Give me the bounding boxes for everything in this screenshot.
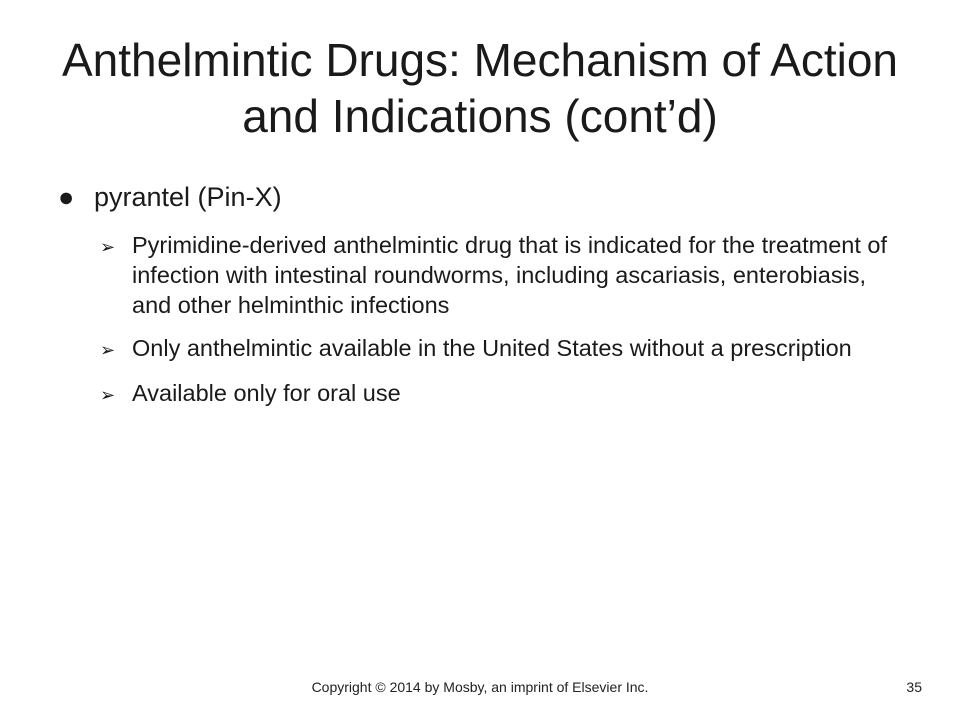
arrow-bullet-icon: ➢ <box>100 340 116 360</box>
copyright-footer: Copyright © 2014 by Mosby, an imprint of Elsevier Inc. <box>311 679 649 695</box>
sub-bullet-text: Available only for oral use <box>132 380 401 406</box>
page-number: 35 <box>906 679 922 695</box>
round-bullet-icon: ● <box>58 182 75 212</box>
sub-bullet <box>100 378 890 410</box>
sub-bullet <box>100 333 890 365</box>
arrow-bullet-icon: ➢ <box>100 237 116 257</box>
slide-title: Anthelmintic Drugs: Mechanism of Action and Indications (cont’d) <box>61 34 899 142</box>
main-bullet-text: pyrantel (Pin-X) <box>94 182 282 212</box>
sub-bullet <box>100 230 890 320</box>
arrow-bullet-icon: ➢ <box>100 385 116 405</box>
sub-bullet-list <box>100 230 890 423</box>
sub-bullet-text: Pyrimidine-derived anthelmintic drug that is indicated for the treatment of infection with intestinal roundworms, including ascariasis, enterobiasis, and other helminthic infections <box>132 232 887 318</box>
sub-bullet-text: Only anthelmintic available in the United States without a prescription <box>132 335 852 361</box>
main-bullet <box>58 177 282 217</box>
